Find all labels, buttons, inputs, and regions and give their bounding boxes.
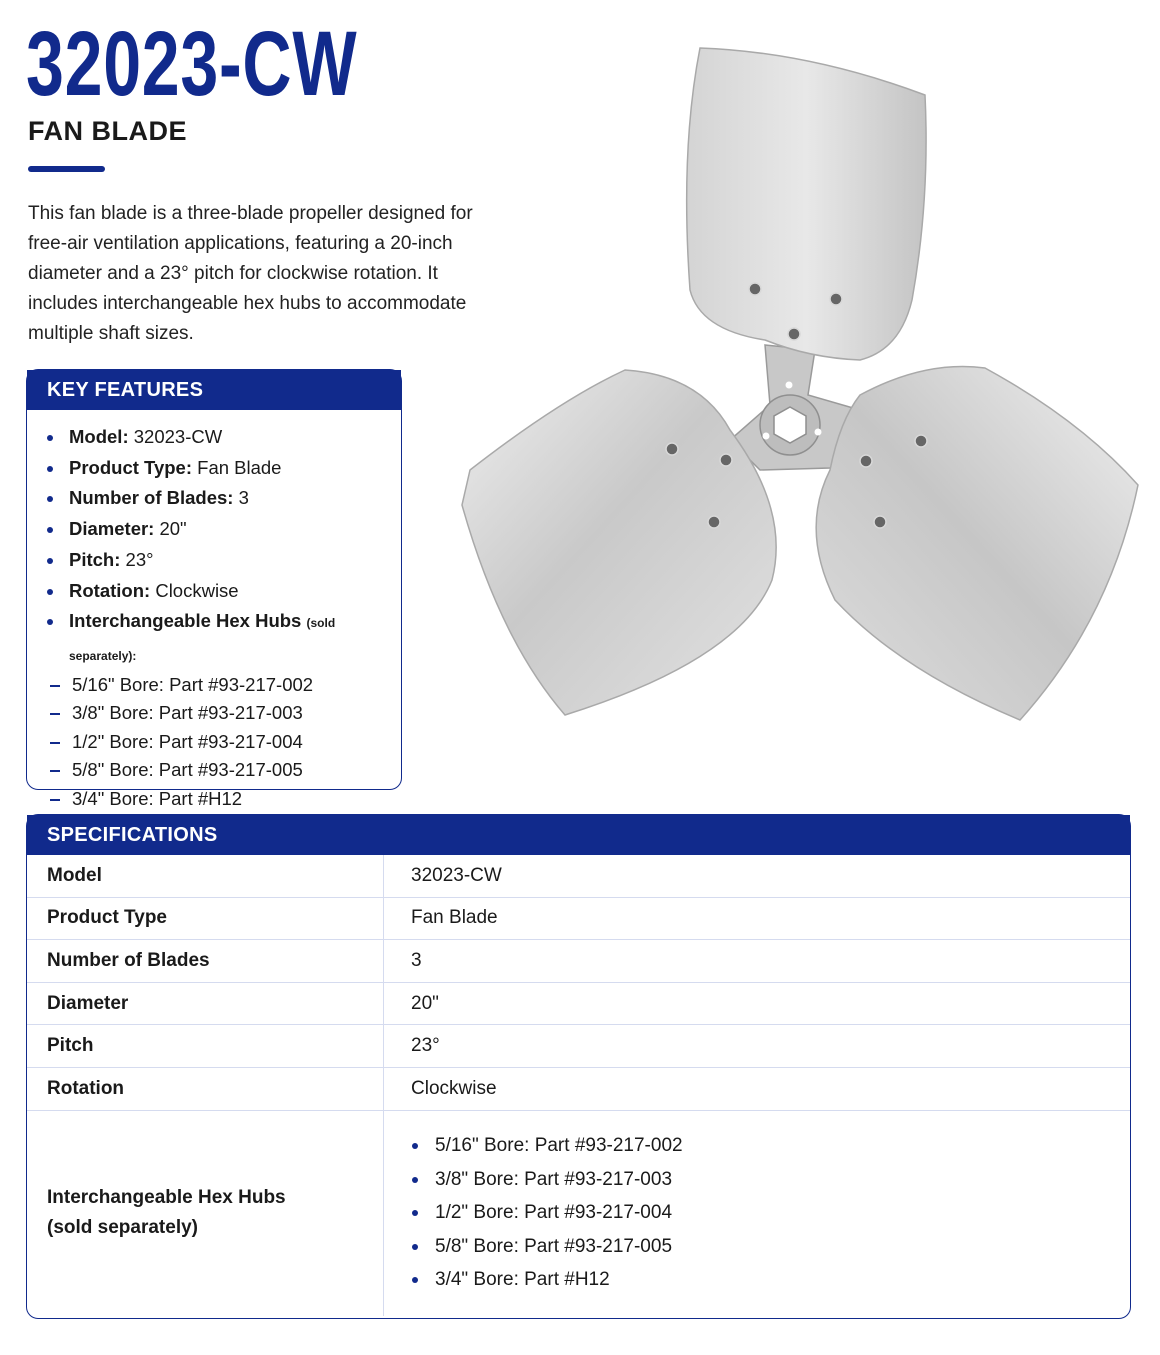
table-row — [27, 855, 1130, 898]
table-row — [27, 898, 1130, 941]
fan-blade-image — [455, 40, 1145, 730]
spec-key: Diameter — [27, 983, 384, 1025]
spec-key — [27, 1111, 384, 1316]
spec-key: Pitch — [27, 1025, 384, 1067]
table-row — [27, 1025, 1130, 1068]
feature-number-of-blades: Number of Blades: 3 — [47, 483, 401, 514]
feature-product-type: Product Type: Fan Blade — [47, 453, 401, 484]
table-row — [27, 1111, 1130, 1316]
hub-item: 5/16" Bore: Part #93-217-002 — [27, 671, 401, 700]
table-row — [27, 940, 1130, 983]
top-blade — [687, 48, 926, 360]
feature-pitch: Pitch: 23° — [47, 545, 401, 576]
feature-hub-list — [27, 671, 401, 814]
key-features-list — [27, 410, 401, 672]
feature-diameter: Diameter: 20" — [47, 514, 401, 545]
key-features-card — [26, 369, 402, 809]
hub-item: 5/8" Bore: Part #93-217-005 — [27, 756, 401, 785]
spec-value — [384, 1111, 683, 1316]
spec-key: Model — [27, 855, 384, 897]
spec-hub-list — [411, 1129, 683, 1297]
list-item: 3/8" Bore: Part #93-217-003 — [411, 1163, 683, 1197]
specifications-header: SPECIFICATIONS — [27, 815, 1130, 855]
spec-value: Clockwise — [411, 1077, 497, 1099]
title-underline — [28, 166, 105, 172]
list-item: 3/4" Bore: Part #H12 — [411, 1263, 683, 1297]
spec-value: Fan Blade — [411, 907, 498, 929]
list-item: 1/2" Bore: Part #93-217-004 — [411, 1196, 683, 1230]
spec-value: 32023-CW — [411, 864, 502, 886]
spec-key-line: Interchangeable Hex Hubs — [47, 1187, 286, 1209]
spec-key: Number of Blades — [27, 940, 384, 982]
list-item: 5/16" Bore: Part #93-217-002 — [411, 1129, 683, 1163]
feature-hex-hubs: Interchangeable Hex Hubs (sold separately): — [47, 606, 401, 671]
feature-model: Model: 32023-CW — [47, 422, 401, 453]
spec-value: 23° — [411, 1035, 440, 1057]
spec-key: Rotation — [27, 1068, 384, 1110]
hub-item: 3/8" Bore: Part #93-217-003 — [27, 699, 401, 728]
table-row — [27, 1068, 1130, 1111]
feature-rotation: Rotation: Clockwise — [47, 576, 401, 607]
list-item: 5/8" Bore: Part #93-217-005 — [411, 1230, 683, 1264]
hub-item: 1/2" Bore: Part #93-217-004 — [27, 728, 401, 757]
specifications-card — [26, 814, 1131, 1319]
spec-key-line: (sold separately) — [47, 1217, 198, 1239]
spec-value: 20" — [411, 992, 439, 1014]
intro-description: This fan blade is a three-blade propeller designed for free-air ventilation applications, featuring a 20-inch diameter and a 23° pitch for clockwise rotation. It includes interchangeable hex hubs to accommodate multiple shaft sizes. — [28, 203, 473, 344]
table-row — [27, 983, 1130, 1026]
product-subtitle: FAN BLADE — [28, 116, 187, 146]
left-blade — [462, 370, 776, 715]
key-features-header: KEY FEATURES — [27, 370, 401, 410]
hub-item: 3/4" Bore: Part #H12 — [27, 785, 401, 814]
model-title: 32023-CW — [26, 13, 358, 115]
right-blade — [816, 367, 1138, 720]
spec-value: 3 — [411, 949, 422, 971]
spec-key: Product Type — [27, 898, 384, 940]
